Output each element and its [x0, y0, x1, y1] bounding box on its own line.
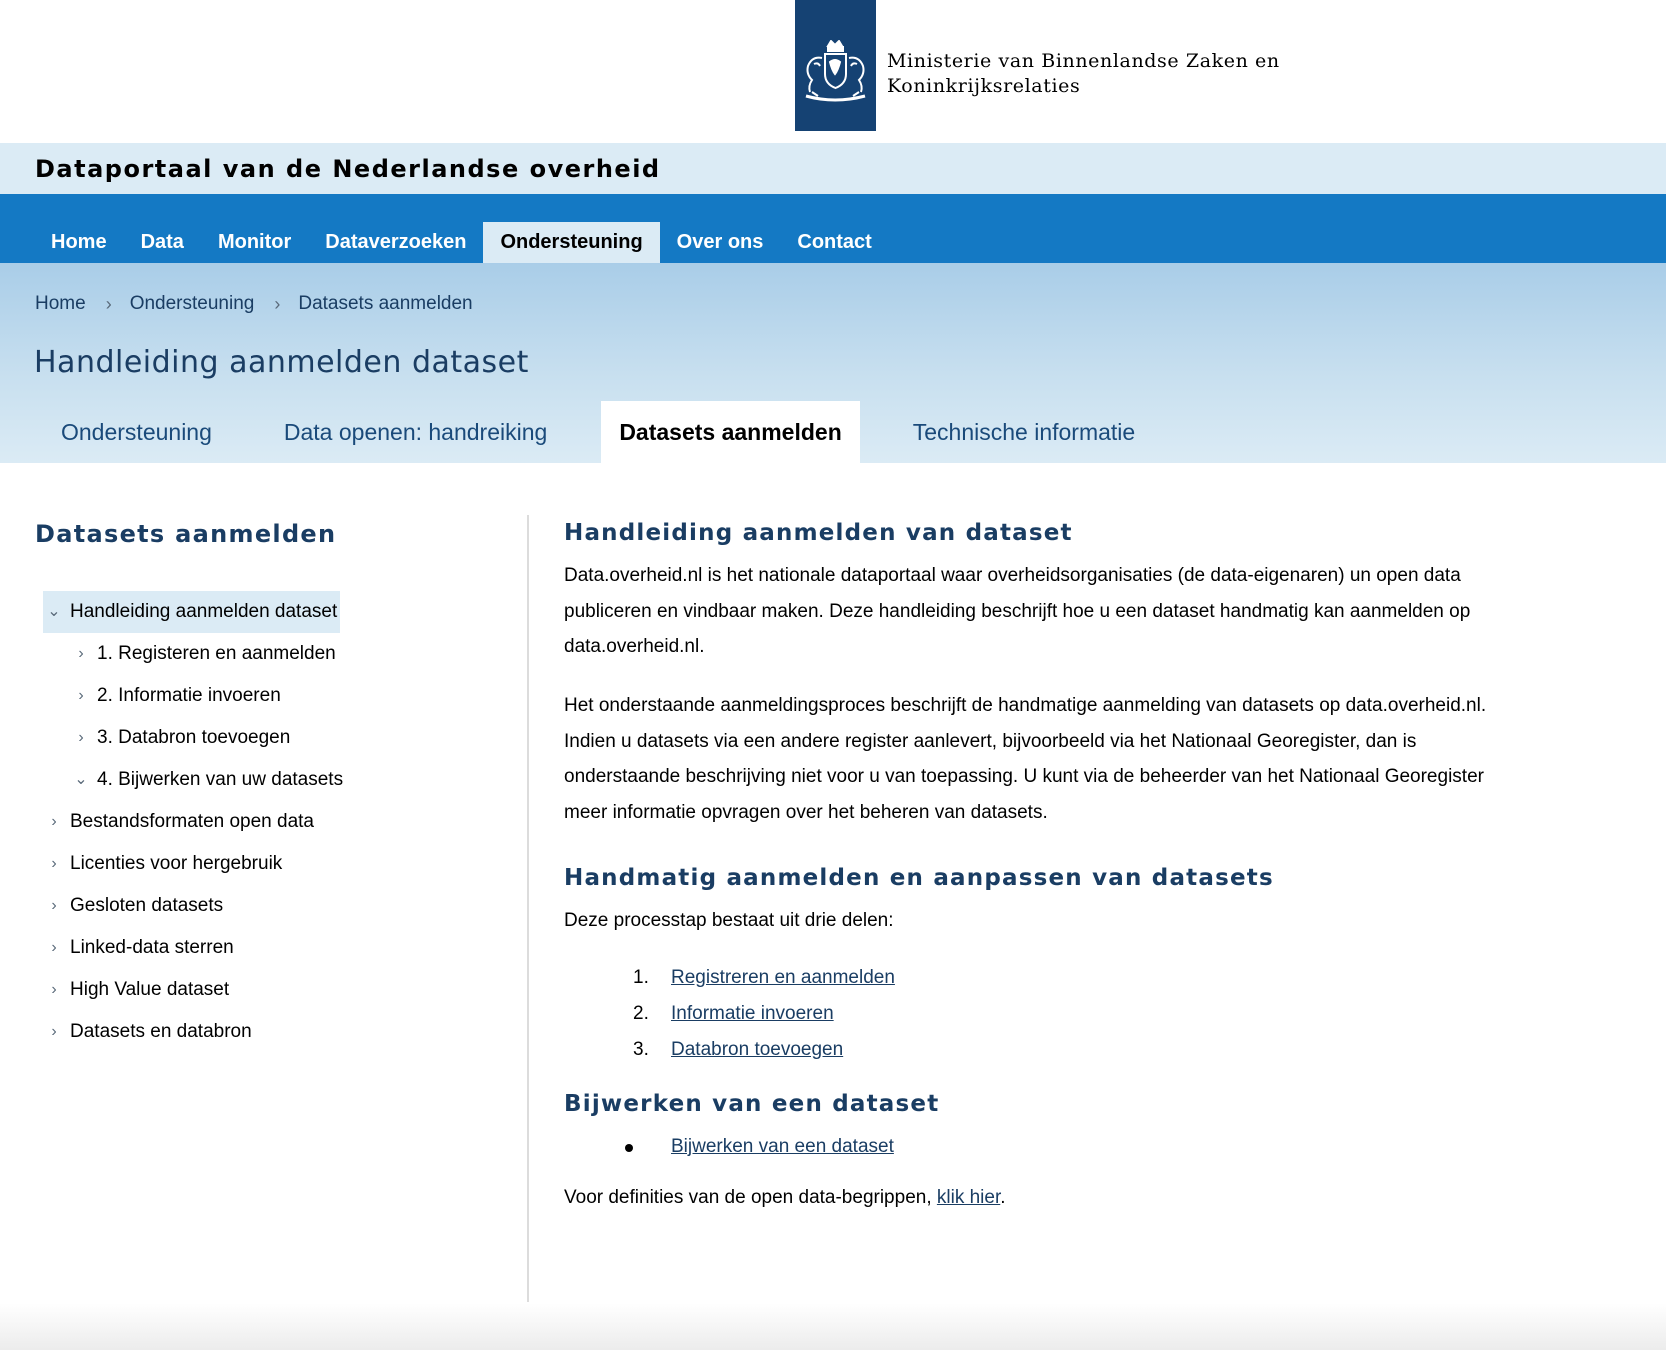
chevron-down-icon: ⌄ — [74, 771, 88, 788]
sidebar-item-licenties[interactable] — [43, 843, 513, 885]
rijkswapen-icon — [798, 40, 873, 110]
nav-item-data[interactable]: Data — [140, 231, 184, 253]
link-registreren[interactable]: Registreren en aanmelden — [671, 967, 895, 988]
page-title: Handleiding aanmelden dataset — [34, 345, 529, 380]
chevron-right-icon: › — [78, 645, 84, 662]
sidebar-item-datasets-databron[interactable] — [43, 1011, 513, 1053]
sidebar-item-label: Bestandsformaten open data — [70, 811, 315, 832]
content-heading-handmatig: Handmatig aanmelden en aanpassen van datasets — [564, 865, 1274, 891]
sidebar-item-label: Handleiding aanmelden dataset — [70, 601, 338, 622]
tab-technische-informatie[interactable]: Technische informatie — [912, 419, 1136, 445]
chevron-right-icon: › — [105, 293, 112, 314]
chevron-right-icon: › — [51, 897, 57, 914]
step-number: 3. — [633, 1039, 649, 1060]
content-heading-handleiding: Handleiding aanmelden van dataset — [564, 520, 1073, 546]
list-item — [625, 1129, 894, 1165]
chevron-right-icon: › — [51, 1023, 57, 1040]
sidebar-item-registreren[interactable] — [43, 633, 513, 675]
chevron-right-icon: › — [51, 981, 57, 998]
intro-paragraph: Data.overheid.nl is het nationale dataportaal waar overheidsorganisaties (de data-eigenaren) un open data publiceren en vindbaar maken. Deze handleiding beschrijft hoe u een dataset handmatig kan aanmelden op data.overheid.nl. — [564, 565, 1471, 657]
chevron-right-icon: › — [78, 687, 84, 704]
list-item — [633, 1032, 895, 1068]
sidebar-item-label: 4. Bijwerken van uw datasets — [97, 769, 344, 790]
sidebar-item-informatie[interactable] — [43, 675, 513, 717]
portal-title[interactable]: Dataportaal van de Nederlandse overheid — [35, 155, 661, 183]
sidebar-title: Datasets aanmelden — [35, 520, 337, 548]
steps-list — [633, 960, 895, 1068]
breadcrumb-current: Datasets aanmelden — [298, 293, 473, 314]
chevron-right-icon: › — [274, 293, 281, 314]
step-number: 2. — [633, 1003, 649, 1024]
ministry-name-line2: Koninkrijksrelaties — [887, 75, 1081, 97]
breadcrumb — [35, 293, 473, 315]
sidebar-item-linked-data[interactable] — [43, 927, 513, 969]
sub-tabs — [43, 401, 1189, 463]
sidebar-item-label: 3. Databron toevoegen — [97, 727, 291, 748]
sidebar-item-label: 2. Informatie invoeren — [97, 685, 281, 706]
definitions-text: Voor definities van de open data-begrippen, — [564, 1187, 937, 1208]
sidebar-divider — [527, 515, 529, 1302]
chevron-right-icon: › — [51, 939, 57, 956]
list-item — [633, 996, 895, 1032]
sidebar-item-label: Datasets en databron — [70, 1021, 252, 1042]
main-nav-list — [34, 222, 889, 263]
page-hero — [0, 263, 1666, 463]
main-navigation — [0, 194, 1666, 263]
nav-item-ondersteuning[interactable]: Ondersteuning — [483, 222, 659, 263]
sidebar-item-gesloten[interactable] — [43, 885, 513, 927]
definitions-paragraph — [564, 1180, 1504, 1216]
process-paragraph: Het onderstaande aanmeldingsproces beschrijft de handmatige aanmelding van datasets op data.overheid.nl. Indien u datasets via een andere register aanlevert, bijvoorbeeld via het Nationaal Georegister, dan is onderstaande beschrijving niet voor u van toepassing. U kunt via de beheerder van het Nationaal Georegister meer informatie opvragen over het beheren van datasets. — [564, 695, 1487, 823]
update-list — [625, 1129, 894, 1165]
link-databron-toevoegen[interactable]: Databron toevoegen — [671, 1039, 844, 1060]
nav-item-contact[interactable]: Contact — [797, 231, 872, 253]
nav-item-over-ons[interactable]: Over ons — [676, 231, 764, 253]
link-klik-hier[interactable]: klik hier — [936, 1187, 1001, 1208]
nav-item-monitor[interactable]: Monitor — [217, 231, 292, 253]
main-content — [564, 463, 1624, 1303]
sidebar-nav — [43, 591, 513, 1053]
sidebar-item-label: Linked-data sterren — [70, 937, 234, 958]
step-number: 1. — [633, 967, 649, 988]
sidebar-item-label: 1. Registeren en aanmelden — [97, 643, 336, 664]
sidebar-item-handleiding[interactable] — [43, 591, 340, 633]
portal-title-band — [0, 143, 1666, 194]
coat-of-arms-logo[interactable] — [795, 0, 876, 131]
breadcrumb-home[interactable]: Home — [35, 293, 86, 314]
ministry-name — [887, 49, 1280, 99]
ministry-name-line1: Ministerie van Binnenlandse Zaken en — [887, 50, 1280, 72]
steps-intro: Deze processtap bestaat uit drie delen: — [564, 910, 894, 931]
sidebar-item-label: Licenties voor hergebruik — [70, 853, 283, 874]
sidebar-item-high-value[interactable] — [43, 969, 513, 1011]
link-bijwerken-dataset[interactable]: Bijwerken van een dataset — [671, 1136, 894, 1157]
list-item — [633, 960, 895, 996]
sidebar-item-bijwerken[interactable] — [43, 759, 513, 801]
bullet-icon — [625, 1144, 633, 1152]
page-bottom-strip — [0, 1303, 1666, 1350]
sidebar-item-bestandsformaten[interactable] — [43, 801, 513, 843]
chevron-down-icon: ⌄ — [47, 603, 61, 620]
chevron-right-icon: › — [51, 813, 57, 830]
tab-data-openen[interactable]: Data openen: handreiking — [283, 419, 548, 445]
tab-ondersteuning[interactable]: Ondersteuning — [61, 419, 212, 445]
link-informatie-invoeren[interactable]: Informatie invoeren — [671, 1003, 834, 1024]
chevron-right-icon: › — [51, 855, 57, 872]
content-heading-bijwerken: Bijwerken van een dataset — [564, 1091, 940, 1117]
sidebar-item-databron[interactable] — [43, 717, 513, 759]
ministry-header — [0, 0, 1666, 143]
chevron-right-icon: › — [78, 729, 84, 746]
tab-datasets-aanmelden[interactable]: Datasets aanmelden — [601, 401, 859, 463]
nav-item-dataverzoeken[interactable]: Dataverzoeken — [325, 231, 467, 253]
sidebar — [0, 463, 528, 1303]
definitions-end: . — [1000, 1187, 1006, 1208]
sidebar-item-label: Gesloten datasets — [70, 895, 224, 916]
nav-item-home[interactable]: Home — [51, 231, 107, 253]
breadcrumb-ondersteuning[interactable]: Ondersteuning — [129, 293, 255, 314]
sidebar-item-label: High Value dataset — [70, 979, 230, 1000]
